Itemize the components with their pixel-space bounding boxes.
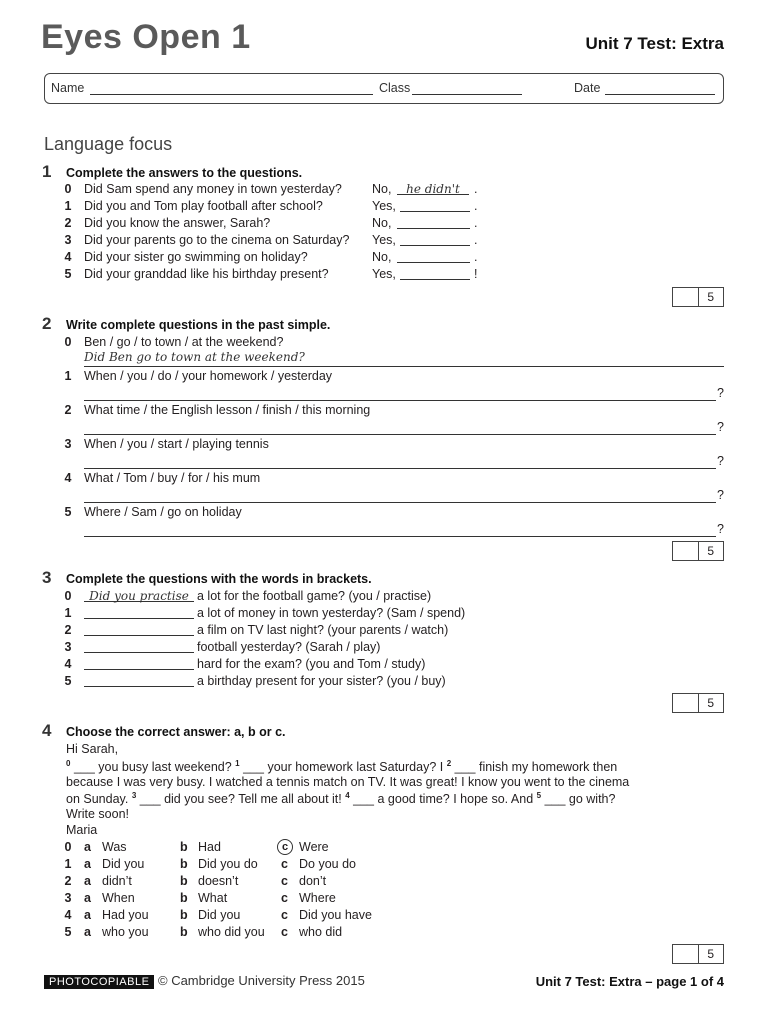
class-field[interactable] [412,80,522,95]
exercise-3-number: 3 [42,568,52,587]
letter-line-2: because I was very busy. I watched a tennis match on TV. It was great! I know you went to the cinema [66,775,630,789]
option-a[interactable]: who you [102,925,149,939]
prompt: What / Tom / buy / for / his mum [84,471,261,485]
letter-signoff: Write soon! [66,807,129,821]
list-item: 3 football yesterday? (Sarah / play) [64,640,381,654]
score-box[interactable]: 5 [672,287,724,307]
option-a[interactable]: Had you [102,908,149,922]
answer-blank[interactable] [400,233,470,246]
date-field[interactable] [605,80,715,95]
option-c[interactable]: Where [299,891,336,905]
list-item: 0 Did you practise a lot for the football game? (you / practise) [64,589,432,603]
table-row: 0 a Was b Had c Were [64,840,329,854]
answer-line[interactable] [84,501,716,503]
option-b[interactable]: Did you do [198,857,258,871]
list-item: 3 Did your parents go to the cinema on Saturday? Yes, . [64,233,478,247]
exercise-2-instruction: Write complete questions in the past simple. [66,318,331,332]
option-a[interactable]: Did you [102,857,145,871]
prompt: What time / the English lesson / finish / this morning [84,403,371,417]
example-answer: Did Ben go to town at the weekend? [84,350,305,364]
exercise-1-instruction: Complete the answers to the questions. [66,166,303,180]
option-b[interactable]: Did you [198,908,241,922]
exercise-4-instruction: Choose the correct answer: a, b or c. [66,725,286,739]
answer-blank[interactable] [400,267,470,280]
copyright: © Cambridge University Press 2015 [158,973,365,988]
score-box[interactable]: 5 [672,944,724,964]
prompt: Where / Sam / go on holiday [84,505,242,519]
option-c[interactable]: Were [299,840,329,854]
option-a[interactable]: Was [102,840,127,854]
exercise-3-instruction: Complete the questions with the words in brackets. [66,572,372,586]
list-item: 1 a lot of money in town yesterday? (Sam / spend) [64,606,466,620]
letter-line-3: on Sunday. $^3$ ___ did you see? Tell me all about it! $^4$ ___ a good time? I hope so. And $^5$ ___ go with? [66,791,616,807]
prompt: When / you / do / your homework / yesterday [84,369,333,383]
section-title: Language focus [44,134,173,154]
exercise-2-number: 2 [42,314,52,333]
list-item: 5 Did your granddad like his birthday present? Yes, ! [64,267,478,281]
score-box[interactable]: 5 [672,541,724,561]
list-item: 4 Did your sister go swimming on holiday? No, . [64,250,478,264]
unit-title: Unit 7 Test: Extra [585,34,724,53]
option-b[interactable]: doesn’t [198,874,239,888]
answer-blank[interactable] [400,199,470,212]
circled-answer-c: c [277,839,293,855]
answer-blank[interactable] [84,657,194,670]
list-item: 2 a film on TV last night? (your parents / watch) [64,623,449,637]
option-b[interactable]: What [198,891,228,905]
score-box[interactable]: 5 [672,693,724,713]
answer-line[interactable] [84,399,716,401]
name-field[interactable] [90,80,373,95]
answer-blank[interactable]: Did you practise [84,589,194,602]
list-item: 0 Did Sam spend any money in town yesterday? No, he didn't . [64,182,478,196]
option-b[interactable]: who did you [198,925,265,939]
answer-line[interactable] [84,365,724,367]
letter-greeting: Hi Sarah, [66,742,119,756]
exercise-1-number: 1 [42,162,52,181]
answer-blank[interactable] [397,216,470,229]
answer-blank[interactable]: he didn't [397,182,469,195]
date-label: Date [574,81,601,95]
answer-blank[interactable] [84,674,194,687]
option-a[interactable]: When [102,891,135,905]
options-table [56,840,386,942]
answer-blank[interactable] [84,606,194,619]
option-c[interactable]: Do you do [299,857,356,871]
table-row: 3 a When b What c Where [64,891,336,905]
class-label: Class [379,81,411,95]
option-c[interactable]: Did you have [299,908,372,922]
student-info-box [44,73,724,104]
prompt: When / you / start / playing tennis [84,437,269,451]
option-c[interactable]: who did [299,925,343,939]
exercise-3-list [56,589,516,691]
answer-line[interactable] [84,535,716,537]
letter-signature: Maria [66,823,98,837]
list-item: 2 Did you know the answer, Sarah? No, . [64,216,478,230]
option-b[interactable]: Had [198,840,221,854]
option-c[interactable]: don’t [299,874,327,888]
answer-blank[interactable] [84,640,194,653]
table-row: 5 a who you b who did you c who did [64,925,343,939]
answer-blank[interactable] [397,250,470,263]
page-indicator: Unit 7 Test: Extra – page 1 of 4 [535,974,724,989]
answer-blank[interactable] [84,623,194,636]
exercise-4-number: 4 [42,721,52,740]
answer-line[interactable] [84,433,716,435]
list-item: 5 a birthday present for your sister? (you / buy) [64,674,446,688]
photocopiable-badge: PHOTOCOPIABLE [44,975,154,989]
table-row: 1 a Did you b Did you do c Do you do [64,857,356,871]
prompt: Ben / go / to town / at the weekend? [84,335,284,349]
name-label: Name [51,81,85,95]
option-a[interactable]: didn’t [102,874,132,888]
table-row: 4 a Had you b Did you c Did you have [64,908,372,922]
table-row: 2 a didn’t b doesn’t c don’t [64,874,327,888]
exercise-1-list [56,182,496,284]
answer-line[interactable] [84,467,716,469]
list-item: 1 Did you and Tom play football after school? Yes, . [64,199,478,213]
list-item: 4 hard for the exam? (you and Tom / study) [64,657,426,671]
letter-line-1: $^0$ ___ you busy last weekend? $^1$ ___ your homework last Saturday? I $^2$ ___ finish my homework then [66,759,618,775]
brand-title: Eyes Open 1 [41,18,251,56]
